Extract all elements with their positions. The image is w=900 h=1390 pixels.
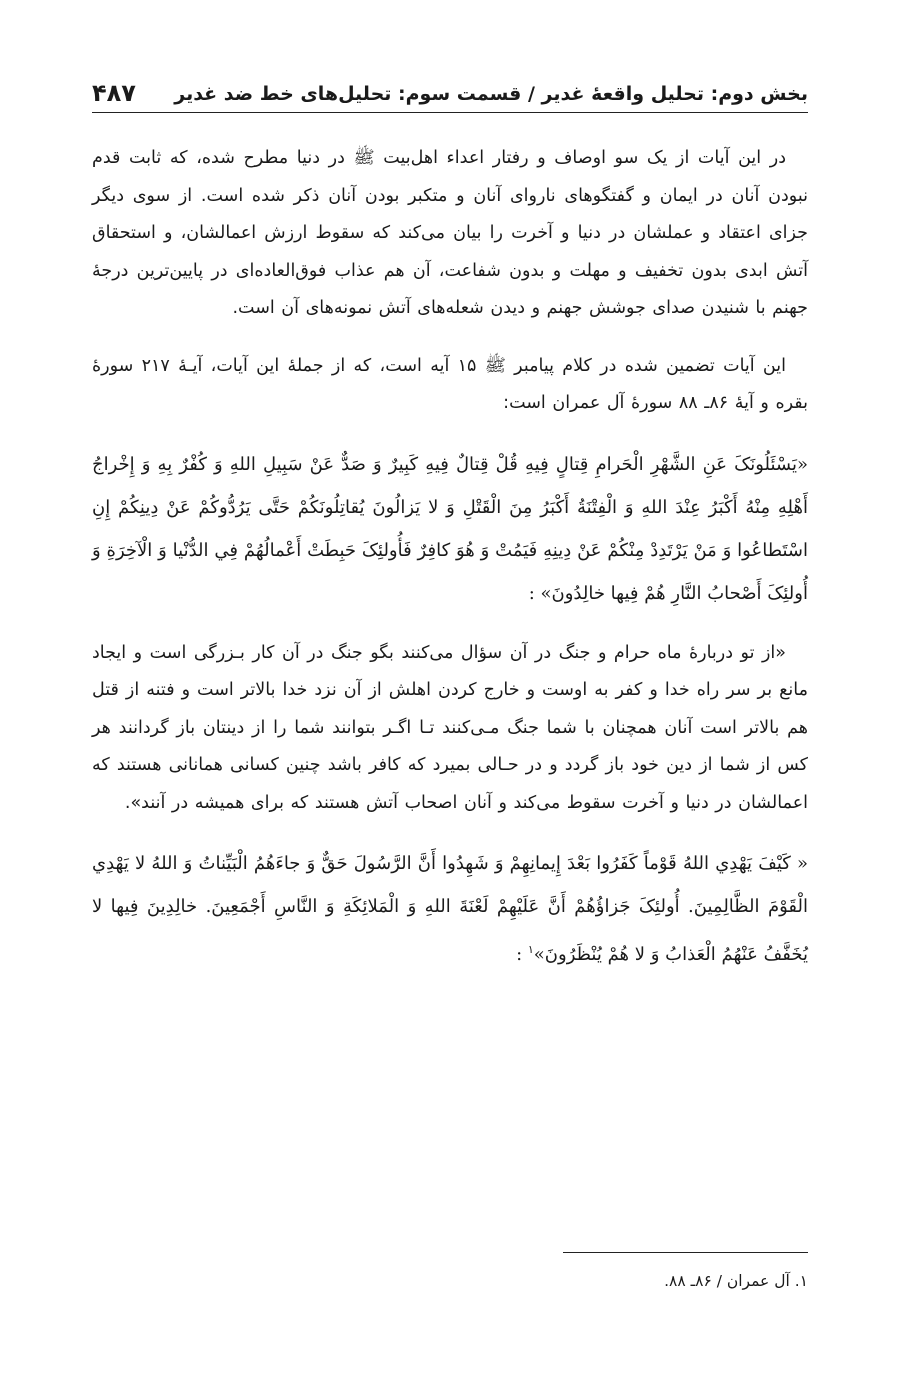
quran-quote-2 — [92, 842, 808, 976]
quran-quote-2-tail: : — [516, 944, 528, 965]
footnote-marker[interactable]: ۱ — [527, 943, 534, 956]
footnote: ۱. آل عمران / ۸۶ـ ۸۸. — [664, 1272, 808, 1290]
body-text — [92, 140, 808, 996]
running-header — [92, 66, 808, 113]
page-number: ۴۸۷ — [92, 79, 136, 107]
footnote-separator — [563, 1252, 808, 1253]
paragraph-2: این آیات تضمین شده در کلام پیامبر ﷺ ۱۵ آیه است، که از جملهٔ این آیات، آیـهٔ ۲۱۷ سورهٔ بقره و آیهٔ ۸۶ـ ۸۸ سورهٔ آل عمران است: — [92, 355, 808, 413]
quran-quote-1: «يَسْئَلُونَکَ عَنِ الشَّهْرِ الْحَرامِ قِتالٍ فِيهِ قُلْ قِتالٌ فِيهِ کَبِيرٌ وَ صَدٌّ عَنْ سَبِيلِ اللهِ وَ کُفْرٌ بِهِ وَ إِخْراجُ أَهْلِهِ مِنْهُ أَکْبَرُ عِنْدَ اللهِ وَ الْفِتْنَةُ أَکْبَرُ مِنَ الْقَتْلِ وَ لا يَزالُونَ يُقاتِلُونَکُمْ حَتَّى يَرُدُّوکُمْ عَنْ دِينِکُمْ إِنِ اسْتَطاعُوا وَ مَنْ يَرْتَدِدْ مِنْکُمْ عَنْ دِينِهِ فَيَمُتْ وَ هُوَ کافِرٌ فَأُولئِکَ حَبِطَتْ أَعْمالُهُمْ فِي الدُّنْيا وَ الْآخِرَةِ وَ أُولئِکَ أَصْحابُ النَّارِ هُمْ فِيها خالِدُونَ» : — [92, 453, 808, 604]
quran-quote-2-text: « کَيْفَ يَهْدِي اللهُ قَوْماً کَفَرُوا بَعْدَ إِيمانِهِمْ وَ شَهِدُوا أَنَّ الرَّسُولَ حَقٌّ وَ جاءَهُمُ الْبَيِّناتُ وَ اللهُ لا يَهْدِي الْقَوْمَ الظَّالِمِينَ. أُولئِکَ جَزاؤُهُمْ أَنَّ عَلَيْهِمْ لَعْنَةَ اللهِ وَ الْمَلائِکَةِ وَ النَّاسِ أَجْمَعِينَ. خالِدِينَ فِيها لا يُخَفَّفُ عَنْهُمُ الْعَذابُ وَ لا هُمْ يُنْظَرُونَ» — [92, 853, 808, 965]
chapter-title: بخش دوم: تحلیل واقعهٔ غدیر / قسمت سوم: تحلیل‌های خط ضد غدیر — [174, 83, 808, 105]
paragraph-1: در این آیات از یک سو اوصاف و رفتار اعداء اهل‌بیت ﷺ در دنیا مطرح شده، که ثابت قدم نبودن آنان در ایمان و گفتگوهای ناروای آنان و متکبر بودن آنان ذکر شده است. از سوی دیگر جزای اعتقاد و عملشان در دنیا و آخرت را بیان می‌کند که سقوط ارزش اعمالشان، و استحقاق آتش ابدی بدون تخفیف و مهلت و بدون شفاعت، آن هم عذاب فوق‌العاده‌ای در پایین‌ترین درجهٔ جهنم با شنیدن صدای جوشش جهنم و دیدن شعله‌های آتش نمونه‌های آن است. — [92, 148, 808, 318]
translation-paragraph: «از تو دربارهٔ ماه حرام و جنگ در آن سؤال می‌کنند بگو جنگ در آن کار بـزرگی است و ایجاد مانع بر سر راه خدا و کفر به اوست و خارج کردن اهلش از آن نزد خدا بالاتر است و فتنه از قتل هم بالاتر است آنان همچنان با شما جنگ مـی‌کنند تـا اگـر بتوانند شما را از دینتان باز گردانند هر کس از شما از دین خود باز گردد و در حـالی بمیرد که کافر باشد چنین کسانی همانانی هستند که اعمالشان در دنیا و آخرت سقوط می‌کند و آنان اصحاب آتش هستند که برای همیشه در آنند». — [92, 642, 808, 813]
